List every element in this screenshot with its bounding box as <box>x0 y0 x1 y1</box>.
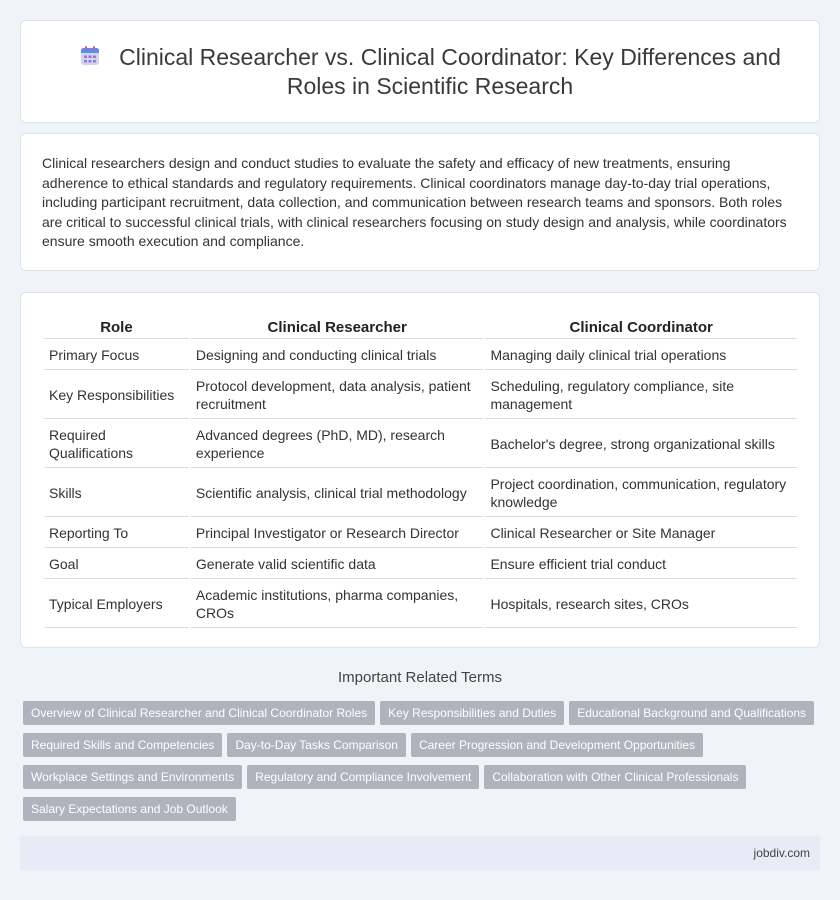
row-label: Primary Focus <box>44 341 189 370</box>
header-card <box>20 20 820 123</box>
tag-row <box>23 701 823 733</box>
related-tag-daily-tasks[interactable]: Day-to-Day Tasks Comparison <box>227 733 406 757</box>
related-tag-career[interactable]: Career Progression and Development Opportunities <box>411 733 703 757</box>
coordinator-cell: Project coordination, communication, regulatory knowledge <box>485 470 797 517</box>
related-terms-tags <box>23 701 823 829</box>
coordinator-cell: Scheduling, regulatory compliance, site management <box>485 372 797 419</box>
related-tag-regulatory[interactable]: Regulatory and Compliance Involvement <box>247 765 479 789</box>
intro-paragraph: Clinical researchers design and conduct studies to evaluate the safety and efficacy of new treatments, ensuring adherence to ethical standards and regulatory requirements. Clinical coordinators manage day-to-day trial operations, including participant recruitment, data collection, and communication between research teams and sponsors. Both roles are critical to successful clinical trials, with clinical researchers focusing on study design and analysis, while coordinators ensure smooth execution and compliance. <box>42 155 787 250</box>
coordinator-cell: Clinical Researcher or Site Manager <box>485 519 797 548</box>
researcher-cell: Designing and conducting clinical trials <box>191 341 484 370</box>
researcher-cell: Protocol development, data analysis, patient recruitment <box>191 372 484 419</box>
row-label: Reporting To <box>44 519 189 548</box>
intro-card <box>20 133 820 271</box>
header-clinical-coordinator: Clinical Coordinator <box>485 317 797 339</box>
related-terms-title: Important Related Terms <box>338 669 502 686</box>
related-tag-workplace[interactable]: Workplace Settings and Environments <box>23 765 242 789</box>
comparison-table <box>42 315 799 630</box>
comparison-card <box>20 292 820 648</box>
coordinator-cell: Ensure efficient trial conduct <box>485 550 797 579</box>
researcher-cell: Academic institutions, pharma companies, CROs <box>191 581 484 628</box>
researcher-cell: Scientific analysis, clinical trial methodology <box>191 470 484 517</box>
footer <box>20 836 820 870</box>
table-header-row <box>44 317 797 339</box>
row-label: Key Responsibilities <box>44 372 189 419</box>
researcher-cell: Principal Investigator or Research Director <box>191 519 484 548</box>
table-row <box>44 372 797 419</box>
table-row <box>44 581 797 628</box>
table-row <box>44 341 797 370</box>
tag-row <box>23 765 823 797</box>
row-label: Goal <box>44 550 189 579</box>
header-clinical-researcher: Clinical Researcher <box>191 317 484 339</box>
table-row <box>44 470 797 517</box>
related-tag-salary[interactable]: Salary Expectations and Job Outlook <box>23 797 236 821</box>
tag-row <box>23 797 823 829</box>
row-label: Required Qualifications <box>44 421 189 468</box>
row-label: Skills <box>44 470 189 517</box>
footer-site-link[interactable]: jobdiv.com <box>753 846 810 860</box>
related-tag-collaboration[interactable]: Collaboration with Other Clinical Professionals <box>484 765 746 789</box>
page-title: Clinical Researcher vs. Clinical Coordinator: Key Differences and Roles in Scientific Research <box>119 44 781 99</box>
researcher-cell: Advanced degrees (PhD, MD), research experience <box>191 421 484 468</box>
page-title-wrap <box>61 43 799 101</box>
row-label: Typical Employers <box>44 581 189 628</box>
related-tag-responsibilities[interactable]: Key Responsibilities and Duties <box>380 701 564 725</box>
related-tag-skills[interactable]: Required Skills and Competencies <box>23 733 222 757</box>
header-role: Role <box>44 317 189 339</box>
related-tag-overview[interactable]: Overview of Clinical Researcher and Clinical Coordinator Roles <box>23 701 375 725</box>
tag-row <box>23 733 823 765</box>
table-row <box>44 421 797 468</box>
table-row <box>44 519 797 548</box>
coordinator-cell: Managing daily clinical trial operations <box>485 341 797 370</box>
researcher-cell: Generate valid scientific data <box>191 550 484 579</box>
table-row <box>44 550 797 579</box>
related-tag-education[interactable]: Educational Background and Qualifications <box>569 701 814 725</box>
coordinator-cell: Hospitals, research sites, CROs <box>485 581 797 628</box>
coordinator-cell: Bachelor's degree, strong organizational skills <box>485 421 797 468</box>
calendar-icon <box>79 45 101 67</box>
